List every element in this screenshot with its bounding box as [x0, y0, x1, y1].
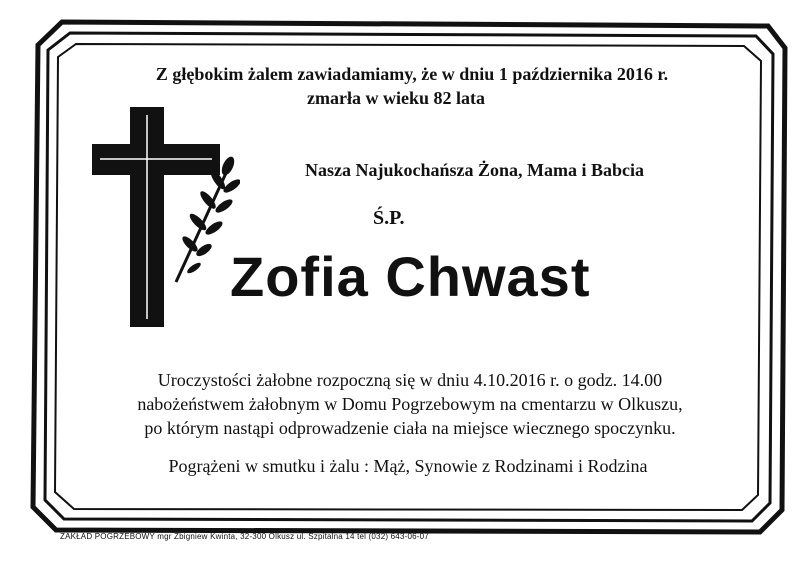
deceased-name: Zofia Chwast — [230, 245, 591, 308]
ceremony-details-line-2: nabożeństwem żałobnym w Domu Pogrzebowym na cmentarzu w Olkuszu, — [137, 394, 683, 414]
mourners-line: Pogrążeni w smutku i żalu : Mąż, Synowie z Rodzinami i Rodzina — [168, 456, 648, 476]
notice-intro-line-2: zmarła w wieku 82 lata — [307, 88, 485, 108]
funeral-home-footer: ZAKŁAD POGRZEBOWY mgr Zbigniew Kwinta, 32-300 Olkusz ul. Szpitalna 14 tel (032) 643-06-07 — [60, 532, 429, 541]
ceremony-details-line-1: Uroczystości żałobne rozpoczną się w dniu 4.10.2016 r. o godz. 14.00 — [157, 370, 663, 390]
honorific: Ś.P. — [373, 207, 405, 229]
relation-line: Nasza Najukochańsza Żona, Mama i Babcia — [305, 160, 645, 180]
notice-intro-line-1: Z głębokim żalem zawiadamiamy, że w dniu 1 października 2016 r. — [155, 64, 669, 84]
ceremony-details-line-3: po którym nastąpi odprowadzenie ciała na miejsce wiecznego spoczynku. — [144, 418, 676, 438]
